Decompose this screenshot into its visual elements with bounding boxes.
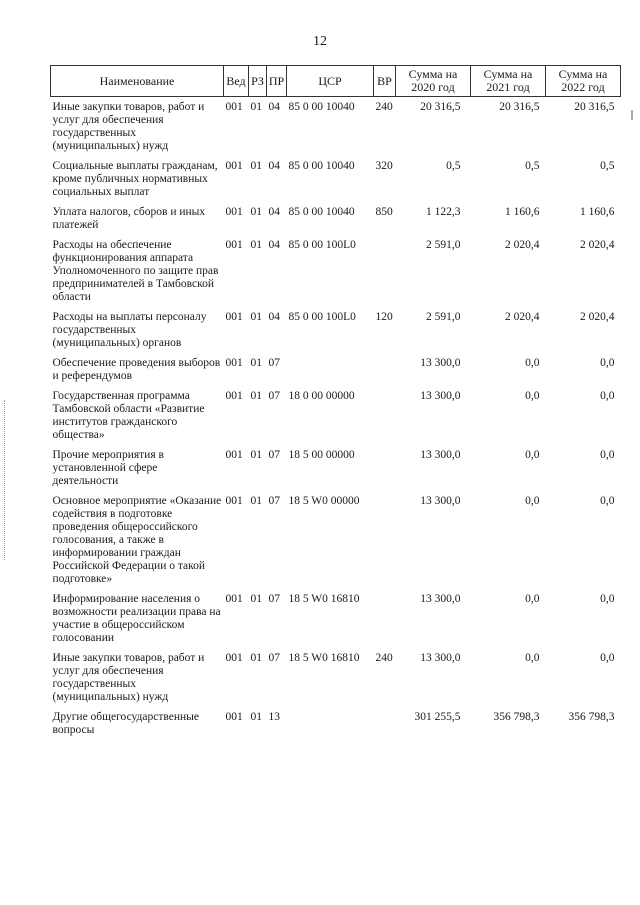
budget-table (50, 65, 621, 740)
row-rz: 01 (250, 357, 262, 369)
row-sum-2021: 0,0 (525, 390, 540, 402)
row-pr: 07 (268, 593, 280, 605)
row-vr (374, 589, 396, 648)
row-sum-2021: 1 160,6 (505, 206, 540, 218)
row-sum-2022: 0,0 (600, 652, 615, 664)
header-sum-2021: Сумма на 2021 год (471, 66, 546, 97)
row-pr: 04 (268, 311, 280, 323)
row-sum-2020: 2 591,0 (426, 311, 461, 323)
row-vr (374, 707, 396, 740)
row-name: Прочие мероприятия в установленной сфере деятельности (52, 449, 164, 487)
row-vr (374, 491, 396, 589)
row-vr: 240 (375, 101, 393, 113)
row-sum-2020: 13 300,0 (420, 652, 461, 664)
row-rz: 01 (250, 206, 262, 218)
row-sum-2021: 2 020,4 (505, 311, 540, 323)
row-sum-2021: 0,0 (525, 357, 540, 369)
row-name: Иные закупки товаров, работ и услуг для обеспечения государственных (муниципальных) нужд (52, 652, 205, 703)
row-ved: 001 (225, 652, 243, 664)
budget-table-container (50, 65, 620, 740)
row-sum-2020: 13 300,0 (420, 495, 461, 507)
row-rz: 01 (250, 652, 262, 664)
row-sum-2022: 1 160,6 (580, 206, 615, 218)
row-ved: 001 (225, 239, 243, 251)
row-ved: 001 (225, 101, 243, 113)
row-sum-2022: 20 316,5 (574, 101, 615, 113)
row-sum-2022: 0,0 (600, 495, 615, 507)
row-vr (374, 353, 396, 386)
row-name: Расходы на обеспечение функционирования аппарата Уполномоченного по защите прав предпринимателей в Тамбовской области (52, 239, 219, 303)
row-sum-2021: 0,0 (525, 495, 540, 507)
row-pr: 07 (268, 495, 280, 507)
row-name: Уплата налогов, сборов и иных платежей (52, 206, 206, 231)
row-sum-2020: 13 300,0 (420, 593, 461, 605)
table-header-row (51, 66, 621, 97)
row-sum-2020: 1 122,3 (426, 206, 461, 218)
row-sum-2022: 0,0 (600, 593, 615, 605)
row-csr: 18 5 W0 00000 (288, 495, 360, 507)
row-pr: 07 (268, 449, 280, 461)
row-pr: 04 (268, 101, 280, 113)
header-vr: ВР (374, 66, 396, 97)
row-sum-2021: 20 316,5 (499, 101, 540, 113)
row-name: Информирование населения о возможности реализации права на участие в общероссийском голосовании (52, 593, 221, 644)
table-row (51, 156, 621, 202)
row-vr: 120 (375, 311, 393, 323)
row-ved: 001 (225, 357, 243, 369)
row-pr: 04 (268, 239, 280, 251)
scan-edge-mark (631, 110, 636, 120)
table-row (51, 386, 621, 445)
row-name: Государственная программа Тамбовской области «Развитие институтов гражданского общества» (52, 390, 205, 441)
row-ved: 001 (225, 495, 243, 507)
header-rz: РЗ (249, 66, 267, 97)
row-ved: 001 (225, 160, 243, 172)
row-sum-2021: 356 798,3 (493, 711, 540, 723)
row-csr: 85 0 00 100L0 (288, 311, 356, 323)
row-sum-2020: 301 255,5 (414, 711, 461, 723)
row-csr: 85 0 00 10040 (288, 160, 355, 172)
row-csr: 18 5 W0 16810 (288, 593, 360, 605)
row-vr: 240 (375, 652, 393, 664)
row-csr (287, 353, 374, 386)
row-sum-2021: 0,5 (525, 160, 540, 172)
row-sum-2021: 0,0 (525, 449, 540, 461)
table-row (51, 589, 621, 648)
row-vr: 320 (375, 160, 393, 172)
row-sum-2022: 356 798,3 (568, 711, 615, 723)
row-csr: 18 0 00 00000 (288, 390, 355, 402)
row-vr (374, 235, 396, 307)
table-row (51, 353, 621, 386)
row-pr: 07 (268, 652, 280, 664)
row-csr (287, 707, 374, 740)
row-ved: 001 (225, 711, 243, 723)
row-csr: 18 5 00 00000 (288, 449, 355, 461)
row-sum-2020: 13 300,0 (420, 390, 461, 402)
row-pr: 13 (268, 711, 280, 723)
row-sum-2022: 0,0 (600, 449, 615, 461)
row-pr: 07 (268, 357, 280, 369)
row-rz: 01 (250, 160, 262, 172)
table-row (51, 235, 621, 307)
row-sum-2022: 0,0 (600, 357, 615, 369)
header-name: Наименование (51, 66, 224, 97)
row-sum-2022: 2 020,4 (580, 239, 615, 251)
row-csr: 85 0 00 10040 (288, 206, 355, 218)
row-vr (374, 445, 396, 491)
header-sum-2022: Сумма на 2022 год (546, 66, 621, 97)
row-pr: 04 (268, 206, 280, 218)
row-sum-2020: 0,5 (446, 160, 461, 172)
table-row (51, 707, 621, 740)
row-sum-2020: 20 316,5 (420, 101, 461, 113)
row-name: Обеспечение проведения выборов и референдумов (52, 357, 221, 382)
row-sum-2020: 2 591,0 (426, 239, 461, 251)
row-sum-2022: 0,5 (600, 160, 615, 172)
row-sum-2020: 13 300,0 (420, 357, 461, 369)
row-csr: 85 0 00 10040 (288, 101, 355, 113)
row-rz: 01 (250, 495, 262, 507)
row-ved: 001 (225, 449, 243, 461)
row-rz: 01 (250, 101, 262, 113)
row-name: Иные закупки товаров, работ и услуг для обеспечения государственных (муниципальных) нужд (52, 101, 205, 152)
row-name: Социальные выплаты гражданам, кроме публичных нормативных социальных выплат (52, 160, 218, 198)
row-name: Расходы на выплаты персоналу государственных (муниципальных) органов (52, 311, 207, 349)
row-sum-2021: 0,0 (525, 652, 540, 664)
table-row (51, 648, 621, 707)
row-rz: 01 (250, 311, 262, 323)
row-ved: 001 (225, 390, 243, 402)
row-pr: 04 (268, 160, 280, 172)
row-sum-2020: 13 300,0 (420, 449, 461, 461)
row-sum-2021: 0,0 (525, 593, 540, 605)
page-number: 12 (313, 34, 327, 49)
row-rz: 01 (250, 390, 262, 402)
table-row (51, 491, 621, 589)
row-vr (374, 386, 396, 445)
table-row (51, 202, 621, 235)
row-rz: 01 (250, 449, 262, 461)
table-row (51, 307, 621, 353)
header-sum-2020: Сумма на 2020 год (396, 66, 471, 97)
row-sum-2021: 2 020,4 (505, 239, 540, 251)
header-ved: Вед (224, 66, 249, 97)
scan-margin-marks (4, 400, 8, 560)
header-csr: ЦСР (287, 66, 374, 97)
table-row (51, 97, 621, 157)
row-vr: 850 (375, 206, 393, 218)
row-rz: 01 (250, 239, 262, 251)
row-rz: 01 (250, 593, 262, 605)
row-ved: 001 (225, 311, 243, 323)
row-name: Основное мероприятие «Оказание содействия в подготовке проведения общероссийского голосования, а также в информировании граждан Российской Федерации о такой подготовке» (52, 495, 222, 585)
row-csr: 85 0 00 100L0 (288, 239, 356, 251)
table-row (51, 445, 621, 491)
row-ved: 001 (225, 593, 243, 605)
header-pr: ПР (267, 66, 287, 97)
row-sum-2022: 0,0 (600, 390, 615, 402)
row-ved: 001 (225, 206, 243, 218)
row-csr: 18 5 W0 16810 (288, 652, 360, 664)
row-rz: 01 (250, 711, 262, 723)
row-sum-2022: 2 020,4 (580, 311, 615, 323)
row-name: Другие общегосударственные вопросы (52, 711, 199, 736)
row-pr: 07 (268, 390, 280, 402)
